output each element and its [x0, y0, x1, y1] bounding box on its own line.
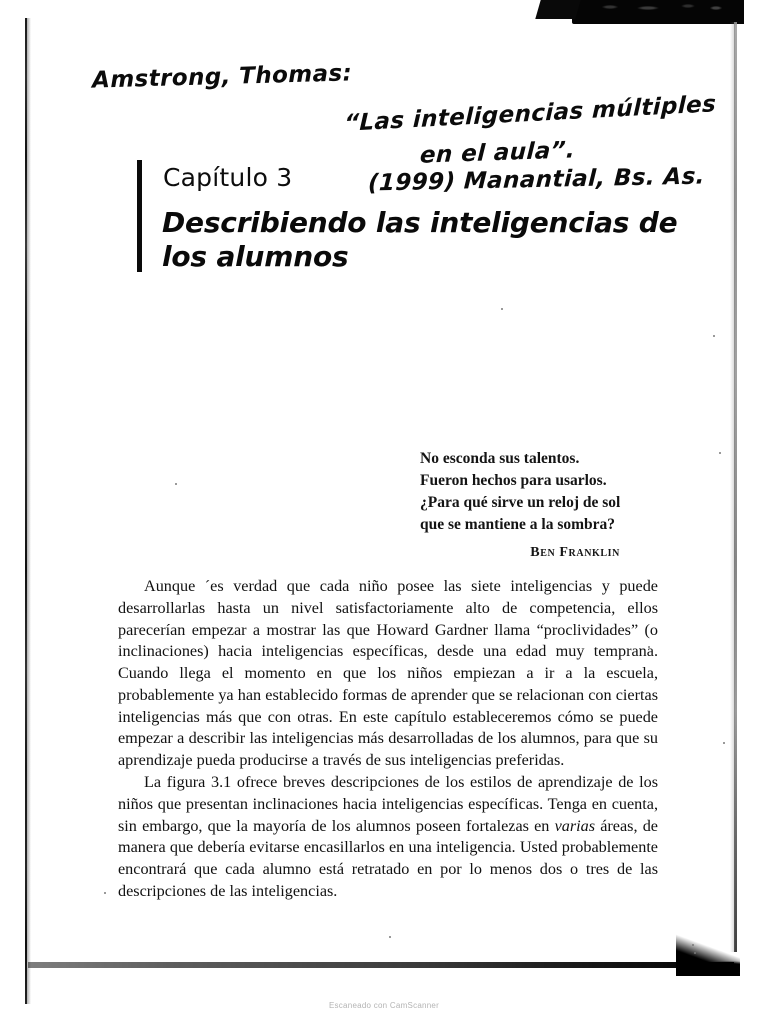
scan-bottom-edge-line — [28, 962, 734, 968]
body-paragraph-2-text-a: La figura 3.1 ofrece breves descripciones de los estilos de aprendizaje de los niños que presentan inclinaciones hacia inteligencias específicas. Tenga en cuenta, sin embargo, que la mayoría de los alumnos poseen fortalezas en — [118, 773, 658, 835]
scan-speck — [692, 944, 694, 946]
handwritten-author-note: Amstrong, Thomas: — [91, 60, 353, 94]
epigraph-attribution: Ben Franklin — [530, 545, 620, 560]
scan-speck — [104, 892, 106, 894]
epigraph-line-3: ¿Para qué sirve un reloj de sol — [420, 494, 621, 511]
handwritten-title-line-2: en el aula”. — [419, 137, 576, 169]
handwritten-publication-note: (1999) Manantial, Bs. As. — [367, 163, 706, 197]
scan-ghost-marks — [600, 2, 730, 14]
scan-speck — [719, 452, 721, 454]
chapter-title: Describiendo las inteligencias de los alumnos — [162, 206, 678, 274]
scan-speck — [501, 308, 503, 310]
body-paragraph-2-text-b: áreas, de manera que debería evitarse encasillarlos en una inteligencia. Usted probablemente encontrará que cada alumno está retratado en por lo menos dos o tres de las descripciones de las inteligencias. — [118, 816, 658, 900]
scan-speck — [694, 952, 696, 954]
epigraph-quote — [420, 448, 700, 536]
scan-speck — [389, 936, 391, 938]
scan-speck — [723, 742, 725, 744]
scan-right-edge-shadow — [730, 22, 735, 952]
body-text-column — [118, 576, 658, 903]
epigraph-line-2: Fueron hechos para usarlos. — [420, 472, 607, 489]
scan-spine-shadow — [27, 18, 31, 1004]
scan-bottom-right-corner-blob — [676, 932, 740, 976]
chapter-number: Capítulo 3 — [163, 163, 293, 192]
body-paragraph-2 — [118, 772, 658, 903]
epigraph-line-1: No esconda sus talentos. — [420, 450, 580, 467]
body-paragraph-2-emphasis: varias — [554, 816, 596, 835]
body-paragraph-1-text: Aunque ´es verdad que cada niño posee las siete inteligencias y puede desarrollarlas hasta un nivel satisfactoriamente alto de competencia, ellos parecerían empezar a mostrar las que Howard Gardner llama “proclividades” (o inclinaciones) hacia inteligencias específicas, desde una edad muy temprana. Cuando llega el momento en que los niños empiezan a ir a la escuela, probablemente ya han establecido formas de aprender que se relacionan con ciertas inteligencias más que con otras. En este capítulo estableceremos cómo se puede empezar a describir las inteligencias más desarrolladas de los alumnos, para que su aprendizaje pueda producirse a través de sus inteligencias preferidas. — [118, 577, 658, 770]
chapter-heading-rule — [137, 160, 142, 272]
body-paragraph-1 — [118, 576, 658, 772]
scan-speck — [175, 483, 177, 485]
camscanner-watermark: Escaneado con CamScanner — [328, 1001, 440, 1010]
scan-speck — [713, 335, 715, 337]
handwritten-title-line-1: “Las inteligencias múltiples — [343, 91, 717, 137]
epigraph-line-4: que se mantiene a la sombra? — [420, 516, 616, 533]
